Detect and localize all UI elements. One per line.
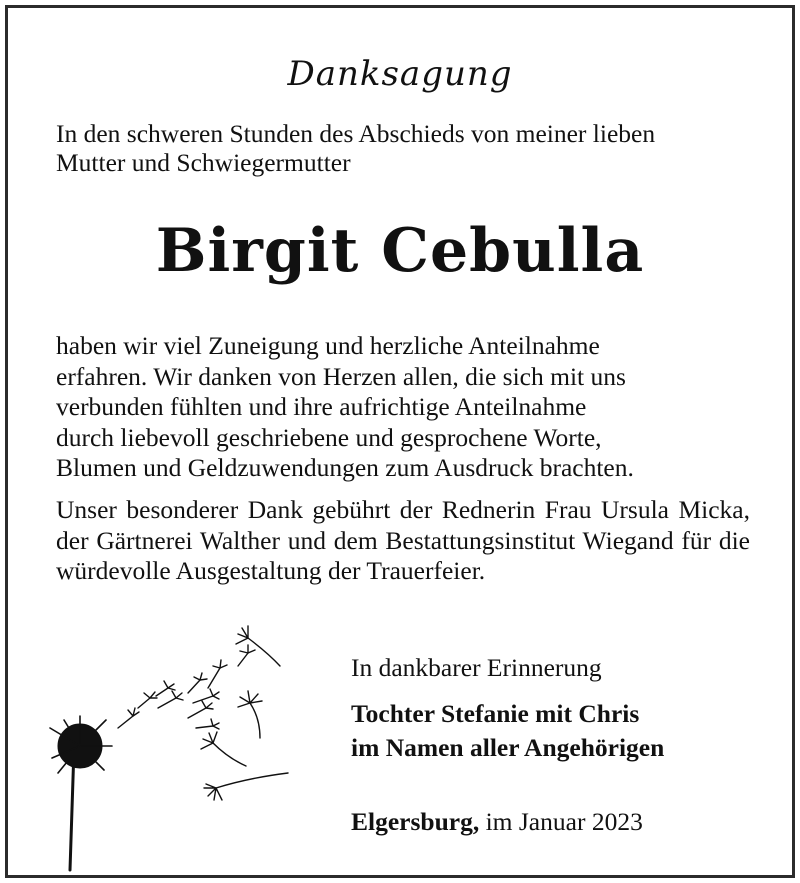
intro-text — [56, 119, 776, 177]
paragraph-line: erfahren. Wir danken von Herzen allen, die sich mit uns — [56, 361, 626, 391]
signer-line: im Namen aller Angehörigen — [351, 733, 665, 762]
paragraph-line: verbunden fühlten und ihre aufrichtige Anteilnahme — [56, 392, 587, 421]
intro-line: In den schweren Stunden des Abschieds von meiner lieben — [56, 119, 656, 148]
paragraph-line: Blumen und Geldzuwendungen zum Ausdruck brachten. — [56, 453, 634, 482]
date-text: im Januar 2023 — [479, 807, 643, 836]
remembrance-text: In dankbarer Erinnerung — [351, 653, 602, 682]
obituary-frame — [5, 5, 795, 878]
special-thanks-paragraph: Unser besonderer Dank gebührt der Rednerin Frau Ursula Micka, der Gärtnerei Walther und dem Bestattungsinstitut Wiegand für die würdevolle Ausgestaltung der Trauerfeier. — [56, 495, 750, 585]
signer-line: Tochter Stefanie mit Chris — [351, 699, 640, 728]
deceased-name: Birgit Cebulla — [155, 216, 645, 286]
paragraph-line: haben wir viel Zuneigung und herzliche Anteilnahme — [56, 331, 600, 360]
place-name: Elgersburg, — [351, 807, 480, 836]
heading: Danksagung — [287, 54, 513, 94]
dandelion-icon — [38, 608, 308, 878]
intro-line: Mutter und Schwiegermutter — [56, 148, 351, 177]
paragraph-line: durch liebevoll geschriebene und gesprochene Worte, — [56, 422, 602, 452]
place-date — [351, 807, 643, 837]
thanks-paragraph — [56, 331, 776, 484]
